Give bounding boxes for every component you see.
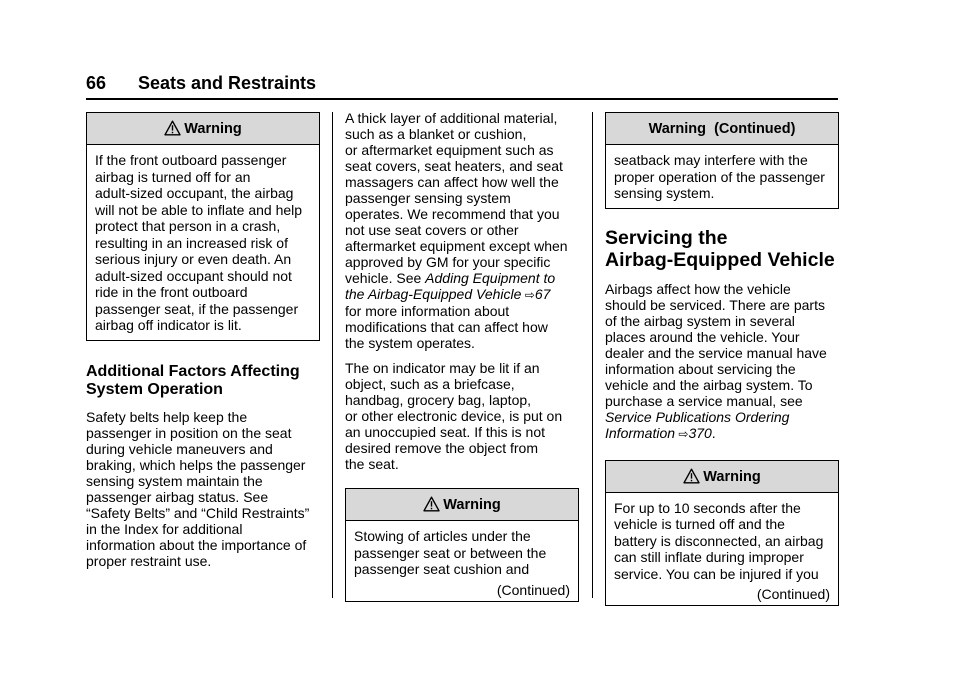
column-2 xyxy=(345,110,579,602)
heading-line: System Operation xyxy=(86,380,223,398)
warning-header xyxy=(87,113,319,145)
text-line: battery is disconnected, an airbag xyxy=(614,532,824,549)
text-line: adult-sized occupant should not xyxy=(95,267,292,284)
text-line: vehicle is turned off and the xyxy=(614,516,785,532)
warning-text xyxy=(606,145,838,208)
text-line: purchase a service manual, see xyxy=(605,392,803,409)
text-line: for more information about xyxy=(345,303,510,319)
text-line: handbag, grocery bag, laptop, xyxy=(345,392,532,408)
warning-box xyxy=(345,488,579,602)
text-line: such as a blanket or cushion, xyxy=(345,126,527,142)
text-line xyxy=(345,286,579,303)
warning-title: Warning xyxy=(443,497,501,513)
warning-triangle-icon xyxy=(423,496,440,512)
text-line: adult-sized occupant, the airbag xyxy=(95,185,294,201)
warning-text xyxy=(606,493,838,606)
section-title: Seats and Restraints xyxy=(138,73,317,93)
text-line: desired remove the object from xyxy=(345,440,538,456)
text-line: object, such as a briefcase, xyxy=(345,376,515,392)
warning-box xyxy=(86,112,320,341)
text-line: airbag off indicator is lit. xyxy=(95,317,242,333)
text-line: or other electronic device, is put on xyxy=(345,408,563,424)
text-line xyxy=(345,270,579,286)
page-header xyxy=(86,72,838,102)
warning-header xyxy=(606,113,838,145)
text-line: braking, which helps the passenger xyxy=(86,456,306,473)
text-line: in the Index for additional xyxy=(86,520,243,537)
body-paragraph xyxy=(86,409,320,569)
cross-reference-link[interactable]: Information xyxy=(605,424,676,441)
text-line: Stowing of articles under the xyxy=(354,528,531,544)
page-number: 66 xyxy=(86,73,107,93)
text-line: proper operation of the passenger xyxy=(614,168,825,185)
text-line: seat covers, seat heaters, and seat xyxy=(345,158,563,174)
text-line: seatback may interfere with the xyxy=(614,152,808,168)
text-line: serious injury or even death. An xyxy=(95,251,292,267)
text-line: places around the vehicle. Your xyxy=(605,328,800,345)
continued-label: (Continued) xyxy=(496,581,570,598)
column-divider xyxy=(332,112,333,598)
warning-title: Warning xyxy=(184,121,242,137)
text-line: sensing system. xyxy=(614,185,715,201)
text-line: passenger seat, if the passenger xyxy=(95,300,299,317)
page-reference[interactable]: 370 xyxy=(688,424,712,441)
section-heading xyxy=(86,363,320,399)
text-line: can still inflate during improper xyxy=(614,549,804,565)
text-line: modifications that can affect how xyxy=(345,319,548,335)
text-line: information about the importance of xyxy=(86,536,307,553)
warning-box-continued xyxy=(605,112,839,209)
text-line: Safety belts help keep the xyxy=(86,408,248,425)
text-line: airbag is turned off for an xyxy=(95,168,251,185)
text-line: or aftermarket equipment such as xyxy=(345,142,554,158)
text-line xyxy=(605,409,839,425)
header-rule xyxy=(86,98,838,100)
text-line: “Safety Belts” and “Child Restraints” xyxy=(86,504,310,521)
text-line: dealer and the service manual have xyxy=(605,344,827,361)
text-line: aftermarket equipment except when xyxy=(345,238,568,254)
warning-header xyxy=(606,461,838,493)
text-line: For up to 10 seconds after the xyxy=(614,499,801,516)
arrow-ref-icon: ⇨ xyxy=(521,288,535,302)
page-reference[interactable]: 67 xyxy=(534,286,551,302)
text-line: information about servicing the xyxy=(605,360,796,377)
text-line: passenger sensing system xyxy=(345,190,511,206)
text-line: A thick layer of additional material, xyxy=(345,110,558,126)
continued-label: (Continued) xyxy=(756,586,830,602)
column-divider xyxy=(592,112,593,598)
text-line: vehicle and the airbag system. To xyxy=(605,376,813,393)
heading-line: Servicing the xyxy=(605,226,728,249)
body-paragraph xyxy=(605,281,839,442)
cross-reference-link[interactable]: the Airbag-Equipped Vehicle xyxy=(345,286,522,302)
text-fragment: . xyxy=(711,424,716,441)
text-line: during vehicle maneuvers and xyxy=(86,440,273,457)
body-paragraph xyxy=(345,360,579,472)
text-line: should be serviced. There are parts xyxy=(605,296,825,313)
warning-triangle-icon xyxy=(164,120,181,136)
text-line: sensing system maintain the xyxy=(86,472,263,489)
text-line: will not be able to inflate and help xyxy=(95,201,303,218)
text-line: of the airbag system in several xyxy=(605,312,795,329)
text-line: operates. We recommend that you xyxy=(345,206,560,222)
text-line: If the front outboard passenger xyxy=(95,152,287,168)
text-line: service. You can be injured if you xyxy=(614,565,819,582)
text-line: massagers can affect how well the xyxy=(345,174,559,190)
text-line: the seat. xyxy=(345,456,399,472)
column-3 xyxy=(605,112,839,606)
text-line: ride in the front outboard xyxy=(95,284,248,300)
cross-reference-link[interactable]: Adding Equipment to xyxy=(425,270,556,286)
text-line: passenger in position on the seat xyxy=(86,424,292,441)
text-line: an unoccupied seat. If this is not xyxy=(345,424,546,440)
heading-line: Additional Factors Affecting xyxy=(86,362,300,380)
text-line: approved by GM for your specific xyxy=(345,254,551,270)
warning-triangle-icon xyxy=(683,468,700,484)
text-line: resulting in an increased risk of xyxy=(95,234,288,251)
section-heading xyxy=(605,227,839,271)
warning-text xyxy=(87,145,319,340)
heading-line: Airbag-Equipped Vehicle xyxy=(605,248,835,271)
text-line: Airbags affect how the vehicle xyxy=(605,280,791,297)
text-line: the system operates. xyxy=(345,335,475,351)
warning-title: Warning xyxy=(703,468,761,485)
warning-header xyxy=(346,489,578,521)
arrow-ref-icon: ⇨ xyxy=(675,426,689,441)
text-line: not use seat covers or other xyxy=(345,222,519,238)
body-paragraph xyxy=(345,110,579,351)
text-line: proper restraint use. xyxy=(86,552,212,569)
text-line: The on indicator may be lit if an xyxy=(345,360,540,376)
text-fragment: vehicle. See xyxy=(345,270,426,286)
warning-title: Warning (Continued) xyxy=(648,121,796,137)
warning-text xyxy=(346,521,578,601)
text-line xyxy=(605,425,839,442)
text-line: protect that person in a crash, xyxy=(95,218,281,234)
text-line: passenger airbag status. See xyxy=(86,488,269,505)
text-line: passenger seat or between the xyxy=(354,544,547,561)
cross-reference-link[interactable]: Service Publications Ordering xyxy=(605,408,790,425)
column-1 xyxy=(86,112,320,569)
text-line: passenger seat cushion and xyxy=(354,561,530,577)
warning-box xyxy=(605,460,839,607)
